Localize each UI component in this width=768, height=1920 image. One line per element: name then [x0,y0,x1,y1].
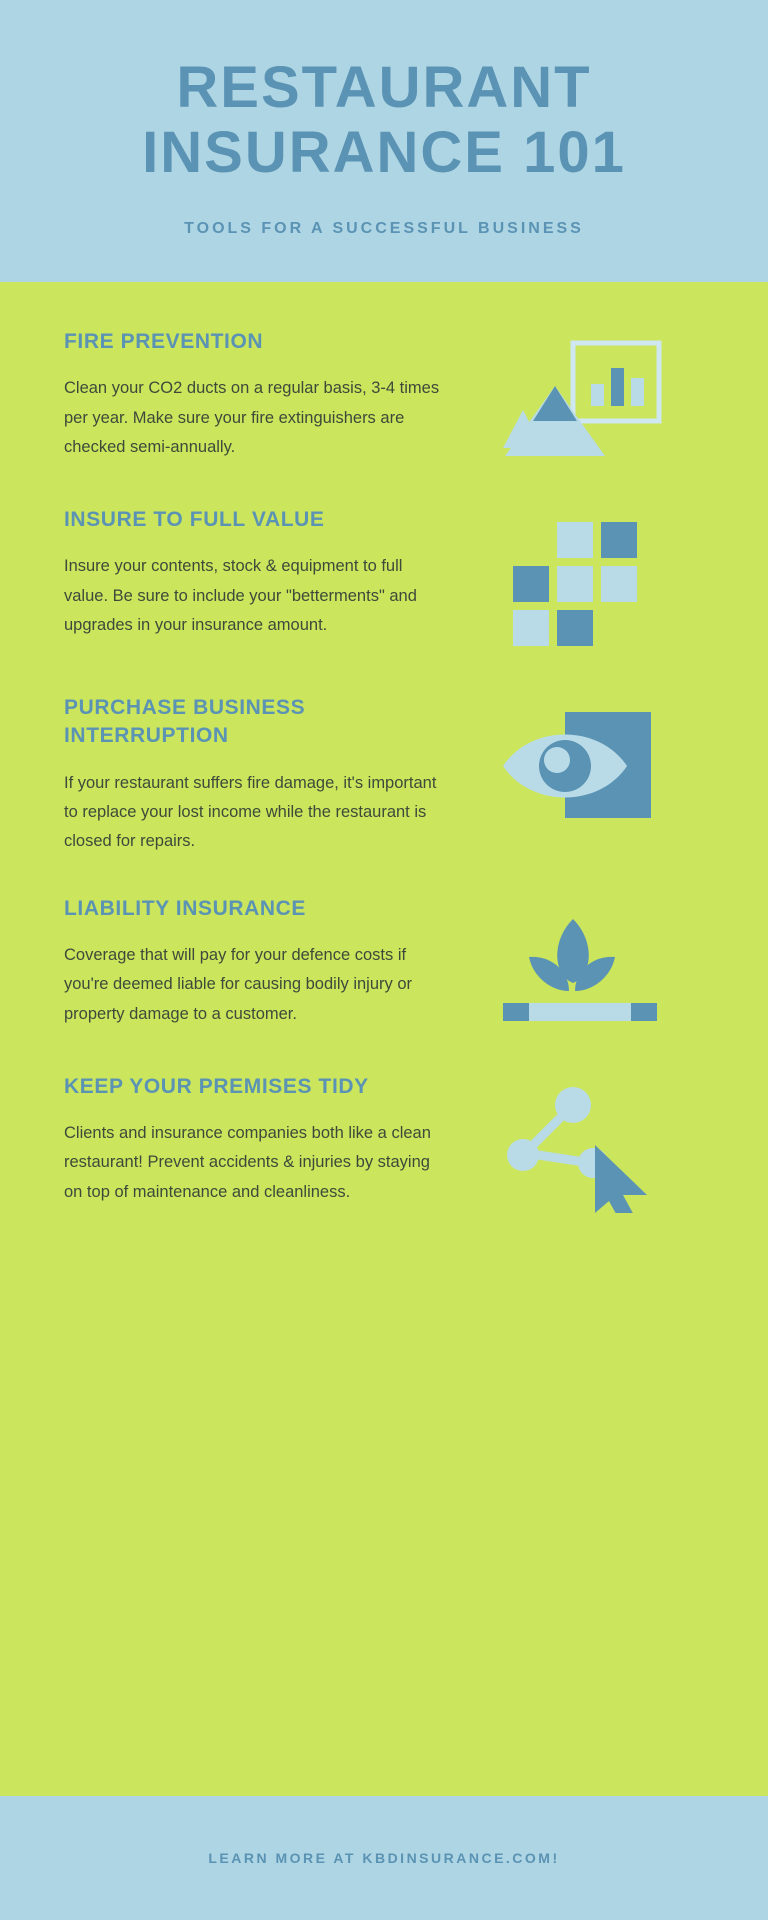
footer-text: LEARN MORE AT KBDINSURANCE.COM! [208,1850,560,1866]
section-keep-premises-tidy [0,1073,768,1213]
section-text [64,328,444,462]
section-title: KEEP YOUR PREMISES TIDY [64,1074,369,1098]
section-body: Clients and insurance companies both like a clean restaurant! Prevent accidents & injuries by staying on top of maintenance and cleanliness. [64,1124,431,1201]
section-title: INSURE TO FULL VALUE [64,507,325,531]
section-illustration [444,506,716,656]
section-illustration [444,328,716,468]
section-text [64,506,444,640]
network-cursor-icon [495,1083,665,1213]
footer-banner [0,1796,768,1920]
section-insure-to-full-value [0,506,768,656]
section-title: FIRE PREVENTION [64,329,264,353]
section-illustration [444,895,716,1035]
section-text [64,895,444,1029]
sections-container [0,282,768,1796]
eye-icon [495,704,665,834]
mountain-chart-icon [495,338,665,468]
section-liability-insurance [0,895,768,1035]
section-illustration [444,1073,716,1213]
section-title: PURCHASE BUSINESS INTERRUPTION [64,695,306,748]
plant-sprout-icon [495,905,665,1035]
section-title: LIABILITY INSURANCE [64,896,307,920]
page-subtitle: TOOLS FOR A SUCCESSFUL BUSINESS [184,219,584,237]
section-text [64,694,444,857]
section-body: Clean your CO2 ducts on a regular basis, 3-4 times per year. Make sure your fire extinguishers are checked semi-annually. [64,379,440,456]
section-illustration [444,694,716,834]
section-text [64,1073,444,1207]
grid-squares-icon [495,516,665,656]
section-body: If your restaurant suffers fire damage, it's important to replace your lost income while the restaurant is closed for repairs. [64,773,437,851]
section-fire-prevention [0,328,768,468]
section-body: Coverage that will pay for your defence costs if you're deemed liable for causing bodily injury or property damage to a customer. [64,946,413,1023]
header-banner [0,0,768,282]
page-title: RESTAURANT INSURANCE 101 [142,55,626,185]
section-body: Insure your contents, stock & equipment to full value. Be sure to include your "betterments" and upgrades in your insurance amount. [64,557,417,634]
section-purchase-business-interruption [0,694,768,857]
